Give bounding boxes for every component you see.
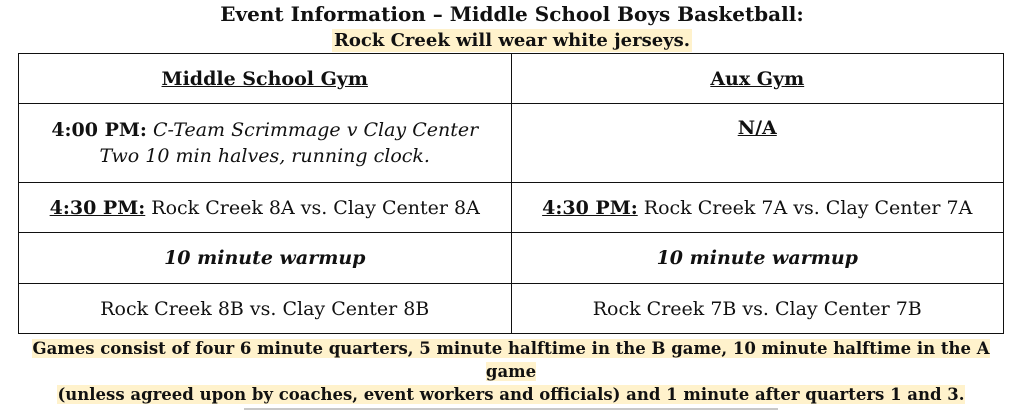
matchup-text: Rock Creek 7A vs. Clay Center 7A	[637, 196, 973, 219]
scrimmage-format: Two 10 min halves, running clock.	[99, 145, 430, 167]
column-header-aux-gym: Aux Gym	[511, 54, 1004, 104]
table-row	[19, 284, 1004, 334]
cell-na	[511, 104, 1004, 183]
subtitle-row	[0, 29, 1024, 52]
schedule-table	[18, 53, 1004, 334]
cell-warmup-left: 10 minute warmup	[19, 233, 512, 284]
time-label: 4:00 PM:	[51, 119, 147, 141]
table-row	[19, 183, 1004, 233]
column-header-middle-school-gym: Middle School Gym	[19, 54, 512, 104]
table-row	[19, 104, 1004, 183]
cell-7b-game: Rock Creek 7B vs. Clay Center 7B	[511, 284, 1004, 334]
cell-8a-game	[19, 183, 512, 233]
rules-note	[18, 337, 1004, 406]
cell-8b-game: Rock Creek 8B vs. Clay Center 8B	[19, 284, 512, 334]
cell-scrimmage	[19, 104, 512, 183]
cell-warmup-right: 10 minute warmup	[511, 233, 1004, 284]
scrimmage-text: C-Team Scrimmage v Clay Center	[146, 119, 479, 141]
bottom-divider	[244, 408, 778, 410]
na-label: N/A	[737, 117, 777, 139]
time-label: 4:30 PM:	[542, 196, 638, 219]
table-header-row	[19, 54, 1004, 104]
rules-line-2: (unless agreed upon by coaches, event workers and officials) and 1 minute after quarters 1 and 3.	[57, 385, 965, 404]
cell-7a-game	[511, 183, 1004, 233]
matchup-text: Rock Creek 8A vs. Clay Center 8A	[145, 196, 480, 219]
event-title: Event Information – Middle School Boys Basketball:	[220, 2, 804, 26]
time-label: 4:30 PM:	[49, 196, 146, 219]
jersey-note: Rock Creek will wear white jerseys.	[333, 30, 691, 51]
rules-line-1: Games consist of four 6 minute quarters, 5 minute halftime in the B game, 10 minute halftime in the A game	[32, 339, 990, 381]
table-row	[19, 233, 1004, 284]
